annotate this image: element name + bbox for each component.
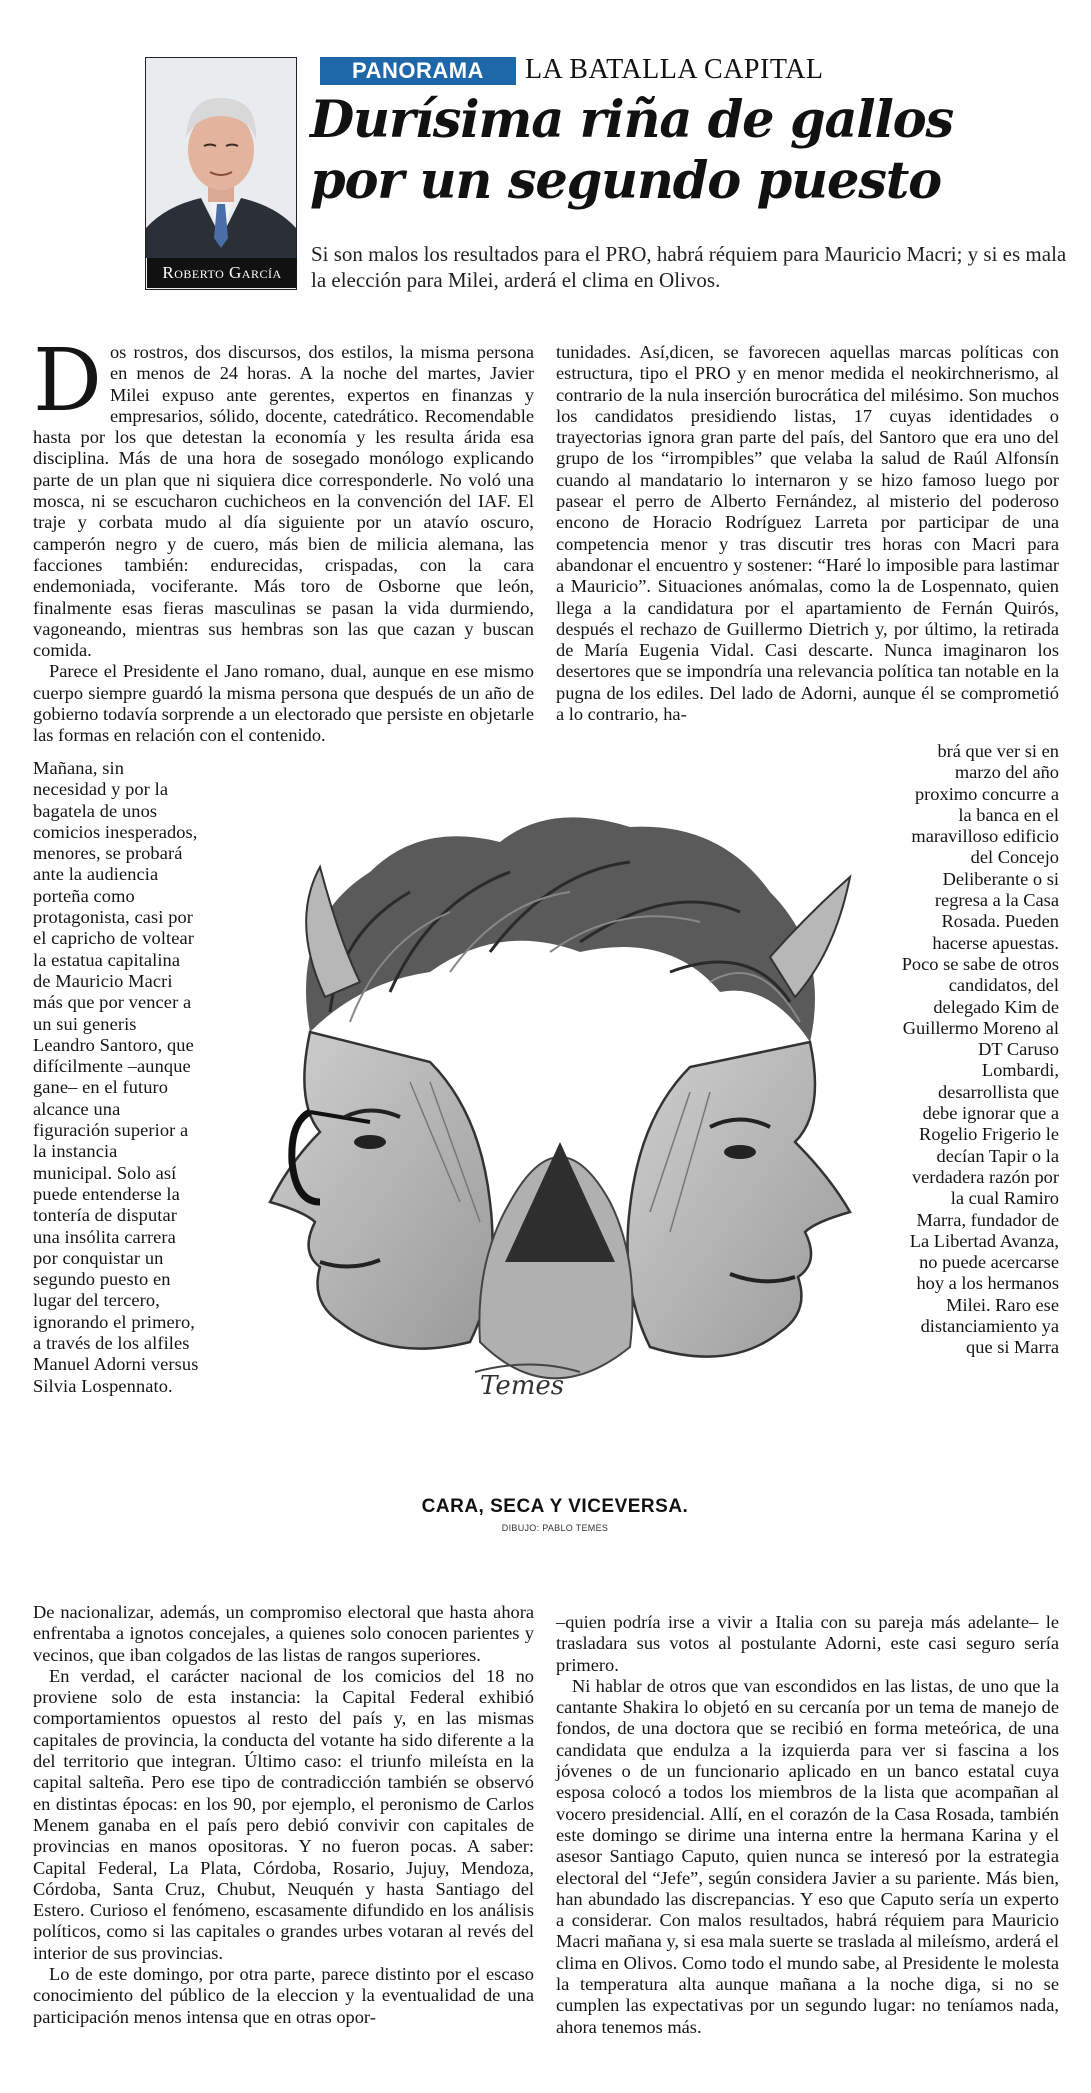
paragraph: Mañana, sin necesidad y por la bagatela de unos comicios inesperados, menores, se probará ante la audiencia porteña como protagonista, casi por el capricho de voltear la estatua capitalina de Mauricio Macri más que por vencer a un sui generis Leandro Santoro, que difícilmente –aunque gane– en el futuro alcance una figuración superior a la instancia municipal. Solo así puede entenderse la tontería de disputar una insólita carrera por conquistar un segundo puesto en lugar del tercero, ignorando el primero, a través de los alfiles Manuel Adorni versus Silvia Lospennato.	[33, 758, 199, 1396]
headline	[310, 90, 1070, 212]
column-1-narrow	[33, 758, 201, 1397]
paragraph: De nacionalizar, además, un compromiso electoral que hasta ahora enfrentaba a ignotos concejales, a quienes solo conocen parientes y vecinos, que iban colgados de las listas de rangos superiores.	[33, 1602, 534, 1665]
paragraph	[33, 331, 534, 661]
artist-signature: Temes	[480, 1371, 565, 1401]
illustration-credit: DIBUJO: PABLO TEMES	[501, 1523, 609, 1533]
paragraph: Lo de este domingo, por otra parte, parece distinto por el escaso conocimiento del público de la eleccion y la eventualidad de una participación menos intensa que en otras opor-	[33, 1964, 534, 2027]
headline-line-2: por un segundo puesto	[310, 151, 941, 211]
author-portrait-icon	[146, 58, 296, 258]
paragraph: brá que ver si en marzo del año proximo concurre a la banca en el maravilloso edificio del Concejo Deliberante o si regresa a la Casa Rosada. Pueden hacerse apuestas. Poco se sabe de otros candidatos, del delegado Kim de Guillermo Moreno al DT Caruso Lombardi, desarrollista que debe ignorar que a Rogelio Frigerio le decían Tapir o la verdadera razón por la cual Ramiro Marra, fundador de La Libertad Avanza, no puede acercarse hoy a los hermanos Milei. Raro ese distanciamiento ya que si Marra	[901, 741, 1059, 1358]
paragraph: Parece el Presidente el Jano romano, dual, aunque en ese mismo cuerpo siempre guardó la misma persona que después de un año de gobierno todavía sorprende a un electorado que persiste en objetarle las formas en relación con el contenido.	[33, 661, 534, 746]
illustration-caption: CARA, SECA Y VICEVERSA.	[421, 1496, 689, 1517]
paragraph: Ni hablar de otros que van escondidos en las listas, de uno que la cantante Shakira lo objetó en su cercanía por un tema de manejo de fondos, de una doctora que se recibió en forma meteórica, de una candidata que endulza a la izquierda para ver si fascina a los jóvenes o de un funcionario aplicado en un banco estatal cuya esposa colocó a todos los miembros de la lista que acompañan al vocero presidencial. Allí, en el corazón de la Casa Rosada, también este domingo se dirime una interna entre la hermana Karina y el asesor Santiago Caputo, quien nunca se interesó por la estrategia electoral del “Jefe”, según considera Javier a su pariente. Más bien, han abundado las discrepancias. Y eso que Caputo sería un experto a considerar. Con malos resultados, habrá réquiem para Mauricio Macri mañana y, si esa mala suerte se traslada al mileísmo, arderá el clima en Olivos. Como todo el mundo sabe, al Presidente le molesta la temperatura alta aunque mañana a la noche diga, si no se cumplen las expectativas por un segundo lugar: no teníamos nada, ahora tenemos más.	[556, 1675, 1059, 2037]
two-faced-caricature-icon	[250, 782, 862, 1482]
paragraph: tunidades. Así,dicen, se favorecen aquellas marcas políticas con estructura, tipo el PRO y en menor medida el neokirchnerismo, al contrario de la nula inserción burocrática del milésimo. Son muchos los candidatos presidiendo listas, 17 cuyas identidades o trayectorias ignora gran parte del país, del Santoro que era uno del grupo de los “irrompibles” que velaba la salud de Raúl Alfonsín cuando al mandatario lo internaron y se hizo famoso luego por pasear el perro de Alberto Fernández, al misterio del poderoso encono de Horacio Rodríguez Larreta por participar de una competencia menor y tras discutir tres horas con Macri para abandonar el encuentro y sostener: “Haré lo imposible para lastimar a Mauricio”. Situaciones anómalas, como la de Lospennato, quien llega a la candidatura por el apartamiento de Fernán Quirós, después el rechazo de Guillermo Dietrich y, por último, la retirada de María Eugenia Vidal. Casi descarte. Nunca imaginaron los desertores que se impondría una relevancia política tan notable en la pugna de los ediles. Del lado de Adorni, aunque él se comprometió a lo contrario, ha-	[556, 342, 1059, 725]
column-1-bottom	[33, 1602, 534, 2028]
headline-line-1: Durísima riña de gallos	[310, 90, 953, 150]
column-1-top	[33, 331, 534, 747]
drop-cap: D	[33, 331, 102, 431]
column-2-narrow	[900, 741, 1059, 1359]
paragraph-text: os rostros, dos discursos, dos estilos, la misma persona en menos de 24 horas. A la noche del martes, Javier Milei expuso ante gerentes, expertos en finanzas y empresarios, sólido, docente, catedrático. Recomendable hasta por los que detestan la economía y les resulta árida esa disciplina. Más de una hora de sosegado monólogo explicando parte de un plan que ni siquiera dice corresponderle. No voló una mosca, ni se escucharon cuchicheos en la convención del IAF. El traje y corbata mudo al día siguiente por un atavío oscuro, camperón negro y de cuero, más bien de milicia alemana, las facciones también: endurecidas, crispadas, con la cara endemoniada, vociferante. Más toro de Osborne que león, finalmente esas fieras masculinas se pasan la vida durmiendo, vagoneando, mientras sus hembras son las que cazan y buscan comida.	[33, 342, 534, 661]
section-tag: PANORAMA	[320, 57, 516, 85]
paragraph: En verdad, el carácter nacional de los comicios del 18 no proviene solo de esta instancia: la Capital Federal exhibió comportamientos opuestos al resto del país y, en las mismas capitales de provincia, la conducta del votante ha sido diferente a la del territorio que integran. Último caso: el triunfo mileísta en la capital salteña. Pero ese tipo de contradicción también se observó en distintas épocas: en los 90, por ejemplo, el peronismo de Carlos Menem ganaba en el país pero debió convivir con capitales de provincias en manos opositoras. Y no fueron pocas. A saber: Capital Federal, La Plata, Córdoba, Rosario, Jujuy, Mendoza, Córdoba, Santa Cruz, Chubut, Neuquén y hasta Santiago del Estero. Curioso el fenómeno, escasamente difundido en los análisis políticos, como si las capitales o grandes urbes votaran al revés del interior de sus provincias.	[33, 1665, 534, 1963]
paragraph: –quien podría irse a vivir a Italia con su pareja más adelante– le trasladara sus votos al postulante Adorni, este casi seguro sería primero.	[556, 1612, 1059, 1675]
column-2-top	[556, 342, 1059, 725]
column-2-bottom	[556, 1612, 1059, 2038]
subhead: Si son malos los resultados para el PRO, habrá réquiem para Mauricio Macri; y si es mala la elección para Milei, arderá el clima en Olivos.	[311, 242, 1067, 292]
author-name: Roberto García	[147, 258, 297, 288]
kicker: LA BATALLA CAPITAL	[525, 54, 824, 85]
author-portrait	[145, 57, 297, 290]
caricature-illustration	[250, 782, 862, 1482]
